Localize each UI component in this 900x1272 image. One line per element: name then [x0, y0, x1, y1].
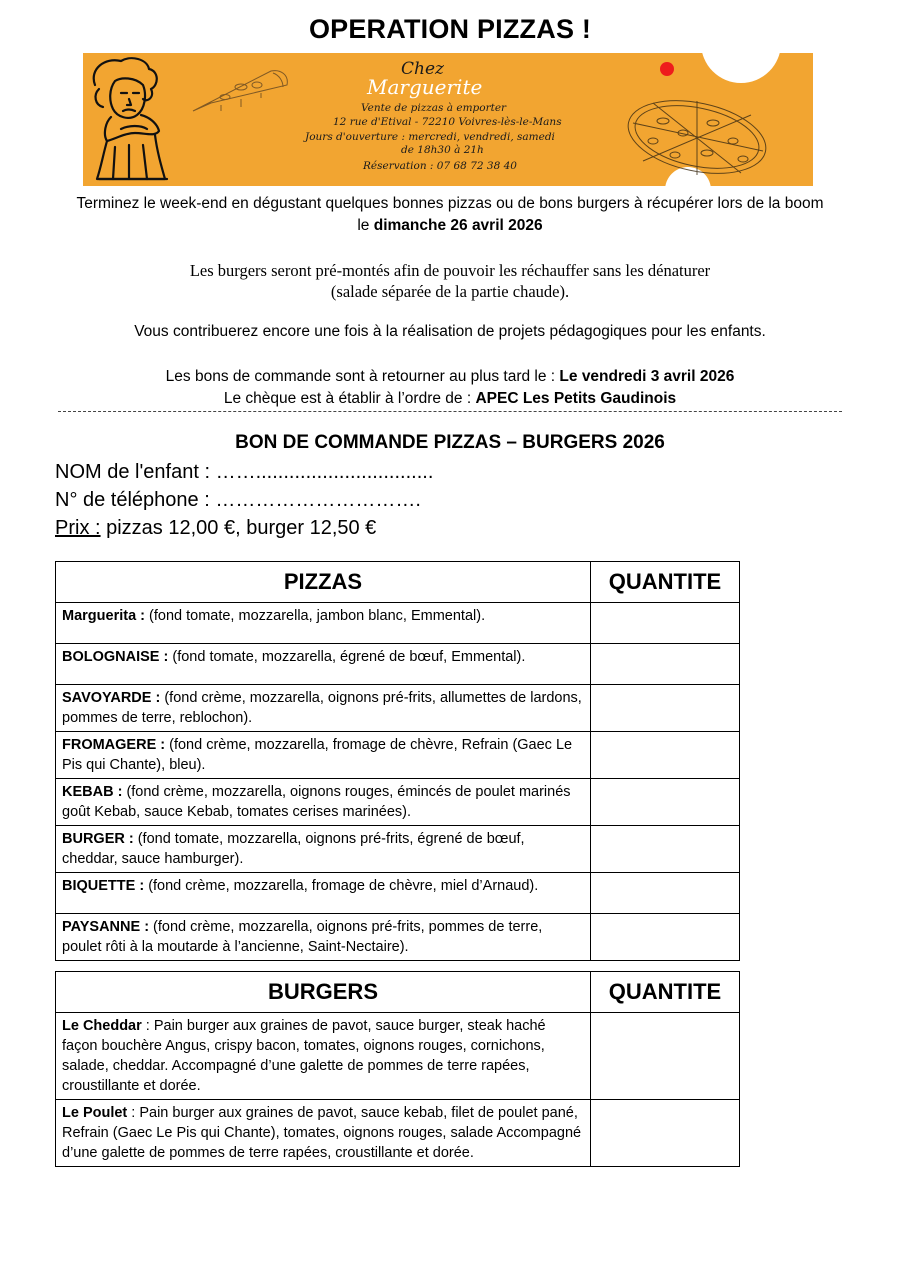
pizza-quantity-input[interactable]	[591, 779, 740, 826]
burger-description	[56, 1013, 591, 1100]
pizza-order-table	[55, 561, 740, 961]
contribution-text: Vous contribuerez encore une fois à la réalisation de projets pédagogiques pour les enfants.	[134, 323, 766, 340]
pizza-row	[56, 873, 740, 914]
burger-row	[56, 1013, 740, 1100]
pizza-quantity-input[interactable]	[591, 732, 740, 779]
pizza-slice-icon	[191, 67, 291, 117]
banner-reservation: Réservation : 07 68 72 38 40	[363, 160, 517, 172]
pizza-description	[56, 685, 591, 732]
price-value: pizzas 12,00 €, burger 12,50 €	[100, 517, 377, 539]
burger-row	[56, 1100, 740, 1167]
pizza-name: PAYSANNE :	[62, 919, 150, 935]
pizza-description	[56, 826, 591, 873]
phone-field[interactable]	[55, 487, 421, 513]
intro-line-1: Terminez le week-end en dégustant quelques bonnes pizzas ou de bons burgers à récupérer lors de la boom	[76, 195, 824, 212]
pizza-quantity-input[interactable]	[591, 603, 740, 644]
pizza-row	[56, 779, 740, 826]
pizza-row	[56, 685, 740, 732]
pizza-ingredients: (fond crème, mozzarella, fromage de chèvre, Refrain (Gaec Le Pis qui Chante), bleu).	[62, 737, 573, 773]
cheque-payee: APEC Les Petits Gaudinois	[475, 390, 677, 407]
banner-restaurant-name: Marguerite	[367, 75, 483, 99]
pizzas-header: PIZZAS	[56, 562, 591, 603]
phone-label: N° de téléphone :	[55, 489, 216, 511]
boom-date: dimanche 26 avril 2026	[373, 217, 543, 234]
deadline-date: Le vendredi 3 avril 2026	[559, 368, 735, 385]
pizza-ingredients: (fond tomate, mozzarella, jambon blanc, Emmental).	[145, 608, 486, 624]
pizza-name: BURGER :	[62, 831, 134, 847]
banner-opening-hours: de 18h30 à 21h	[401, 144, 484, 156]
banner-opening-days: Jours d'ouverture : mercredi, vendredi, samedi	[305, 131, 555, 143]
burgers-note-1: Les burgers seront pré-montés afin de pouvoir les réchauffer sans les dénaturer	[189, 261, 711, 280]
burgers-note-2: (salade séparée de la partie chaude).	[330, 282, 570, 301]
pizza-row	[56, 603, 740, 644]
banner-decoration	[701, 53, 781, 83]
pizza-quantity-input[interactable]	[591, 685, 740, 732]
pizza-row	[56, 644, 740, 685]
pizza-row	[56, 914, 740, 961]
pizza-quantity-input[interactable]	[591, 644, 740, 685]
pizza-description	[56, 732, 591, 779]
pizza-ingredients: (fond crème, mozzarella, fromage de chèvre, miel d’Arnaud).	[144, 878, 539, 894]
intro-line-2	[0, 215, 900, 237]
order-form-title: BON DE COMMANDE PIZZAS – BURGERS 2026	[235, 432, 665, 453]
burger-quantity-input[interactable]	[591, 1100, 740, 1167]
chef-illustration-icon	[85, 55, 185, 185]
pizza-name: SAVOYARDE :	[62, 690, 161, 706]
banner-tagline: Vente de pizzas à emporter	[361, 102, 507, 114]
pizza-description	[56, 603, 591, 644]
burger-ingredients: : Pain burger aux graines de pavot, sauce kebab, filet de poulet pané, Refrain (Gaec Le Pis qui Chante), tomates, oignons rouges, salade Accompagné d’une galette de pommes de terre rapées, croustillante et dorée.	[62, 1105, 582, 1161]
deadline-line	[0, 366, 900, 388]
pizza-name: BIQUETTE :	[62, 878, 145, 894]
cheque-line	[0, 388, 900, 410]
child-name-field[interactable]	[55, 459, 433, 485]
price-info	[55, 515, 376, 541]
pizza-row	[56, 732, 740, 779]
pizza-name: Marguerita :	[62, 608, 145, 624]
banner-address: 12 rue d'Etival - 72210 Voivres-lès-le-Mans	[333, 116, 562, 128]
burger-description	[56, 1100, 591, 1167]
banner-chez: Chez	[401, 59, 444, 79]
pizza-quantity-input[interactable]	[591, 873, 740, 914]
price-label: Prix :	[55, 517, 101, 539]
pizza-name: FROMAGERE :	[62, 737, 166, 753]
pizza-quantity-input[interactable]	[591, 826, 740, 873]
restaurant-banner	[83, 53, 813, 186]
whole-pizza-icon	[623, 93, 773, 183]
page-title: OPERATION PIZZAS !	[308, 14, 592, 44]
pizza-ingredients: (fond crème, mozzarella, oignons pré-frits, allumettes de lardons, pommes de terre, reblochon).	[62, 690, 582, 726]
burger-order-table	[55, 971, 740, 1167]
pizza-quantity-input[interactable]	[591, 914, 740, 961]
burger-name: Le Cheddar	[62, 1018, 142, 1034]
pizza-ingredients: (fond tomate, mozzarella, égrené de bœuf, Emmental).	[168, 649, 526, 665]
pizza-row	[56, 826, 740, 873]
pizza-name: BOLOGNAISE :	[62, 649, 169, 665]
burger-ingredients: : Pain burger aux graines de pavot, sauce burger, steak haché façon bouchère Angus, crispy bacon, tomates, oignons rouges, cornichons, salade, cheddar. Accompagné d’une galette de pommes de terre rapées, croustillante et dorée.	[62, 1018, 546, 1094]
pizza-description	[56, 644, 591, 685]
pizza-ingredients: (fond crème, mozzarella, oignons rouges, émincés de poulet marinés goût Kebab, sauce Kebab, tomates cerises marinées).	[62, 784, 571, 820]
pizza-name: KEBAB :	[62, 784, 123, 800]
burger-quantity-input[interactable]	[591, 1013, 740, 1100]
pizza-description	[56, 914, 591, 961]
pizza-description	[56, 873, 591, 914]
phone-input[interactable]: ………………………….	[215, 489, 421, 511]
pizza-ingredients: (fond crème, mozzarella, oignons pré-frits, pommes de terre, poulet rôti à la moutarde à l’ancienne, Saint-Nectaire).	[62, 919, 543, 955]
cheque-prefix: Le chèque est à établir à l’ordre de :	[223, 390, 476, 407]
pizzas-quantity-header: QUANTITE	[591, 562, 740, 603]
pizza-ingredients: (fond tomate, mozzarella, oignons pré-frits, égrené de bœuf, cheddar, sauce hamburger).	[62, 831, 525, 867]
burgers-quantity-header: QUANTITE	[591, 972, 740, 1013]
deadline-prefix: Les bons de commande sont à retourner au plus tard le :	[165, 368, 560, 385]
cut-line-divider	[58, 411, 842, 412]
child-name-label: NOM de l'enfant :	[55, 461, 216, 483]
red-dot-icon	[660, 62, 674, 76]
intro-line-2-prefix: le	[357, 217, 374, 234]
burgers-header: BURGERS	[56, 972, 591, 1013]
pizza-description	[56, 779, 591, 826]
burger-name: Le Poulet	[62, 1105, 128, 1121]
child-name-input[interactable]: ……................................	[215, 461, 434, 483]
